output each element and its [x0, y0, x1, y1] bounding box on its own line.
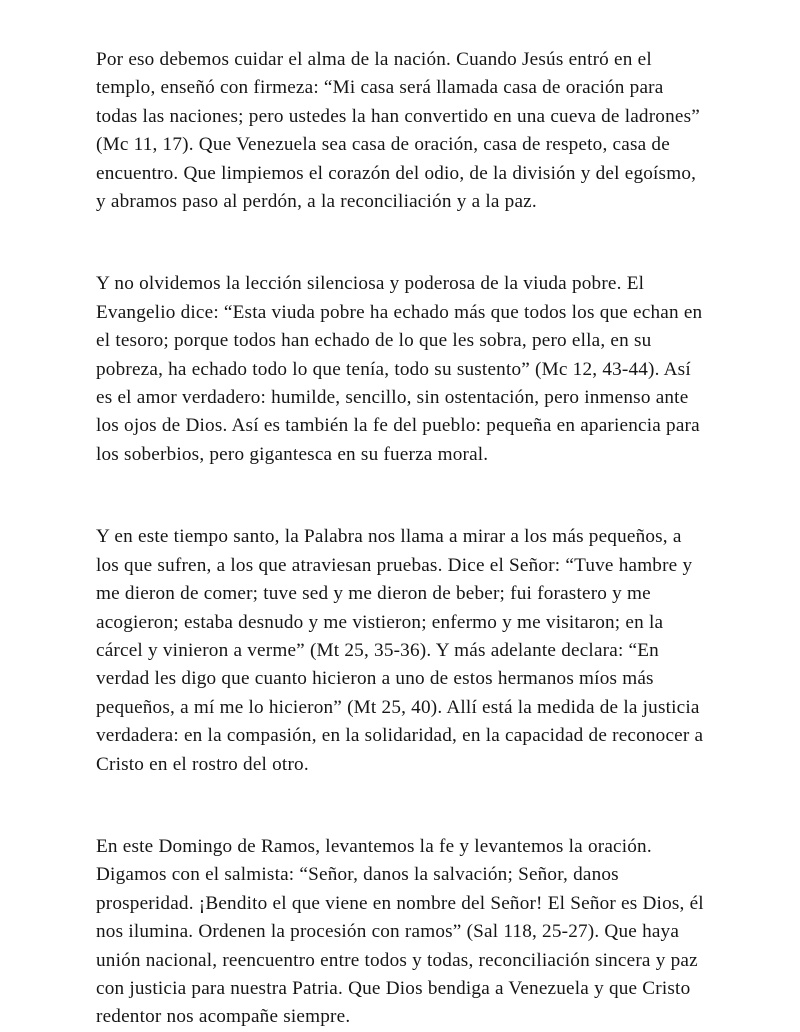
- body-paragraph-alma-nacion: Por eso debemos cuidar el alma de la nación. Cuando Jesús entró en el templo, enseñó con firmeza: “Mi casa será llamada casa de oración para todas las naciones; pero ustedes la han convertido en una cueva de ladrones” (Mc 11, 17). Que Venezuela sea casa de oración, casa de respeto, casa de encuentro. Que limpiemos el corazón del odio, de la división y del egoísmo, y abramos paso al perdón, a la reconciliación y a la paz.: [96, 49, 706, 213]
- body-paragraph-domingo-de-ramos: En este Domingo de Ramos, levantemos la fe y levantemos la oración. Digamos con el salmista: “Señor, danos la salvación; Señor, danos prosperidad. ¡Bendito el que viene en nombre del Señor! El Señor es Dios, él nos ilumina. Ordenen la procesión con ramos” (Sal 118, 25-27). Que haya unión nacional, reencuentro entre todos y todas, reconciliación sincera y paz con justicia para nuestra Patria. Que Dios bendiga a Venezuela y que Cristo redentor nos acompañe siempre.: [96, 835, 709, 1028]
- document-text-column: [96, 46, 708, 1032]
- body-paragraph-viuda-pobre: Y no olvidemos la lección silenciosa y poderosa de la viuda pobre. El Evangelio dice: “Esta viuda pobre ha echado más que todos los que echan en el tesoro; porque todos han echado de lo que les sobra, pero ella, en su pobreza, ha echado todo lo que tenía, todo su sustento” (Mc 12, 43-44). Así es el amor verdadero: humilde, sencillo, sin ostentación, pero inmenso ante los ojos de Dios. Así es también la fe del pueblo: pequeña en apariencia para los soberbios, pero gigantesca en su fuerza moral.: [96, 273, 708, 465]
- body-paragraph-mas-pequenos: Y en este tiempo santo, la Palabra nos llama a mirar a los más pequeños, a los que sufren, a los que atraviesan pruebas. Dice el Señor: “Tuve hambre y me dieron de comer; tuve sed y me dieron de beber; fui forastero y me acogieron; estaba desnudo y me vistieron; enfermo y me visitaron; en la cárcel y vinieron a verme” (Mt 25, 35-36). Y más adelante declara: “En verdad les digo que cuanto hicieron a uno de estos hermanos míos más pequeños, a mí me lo hicieron” (Mt 25, 40). Allí está la medida de la justicia verdadera: en la compasión, en la solidaridad, en la capacidad de reconocer a Cristo en el rostro del otro.: [96, 526, 709, 775]
